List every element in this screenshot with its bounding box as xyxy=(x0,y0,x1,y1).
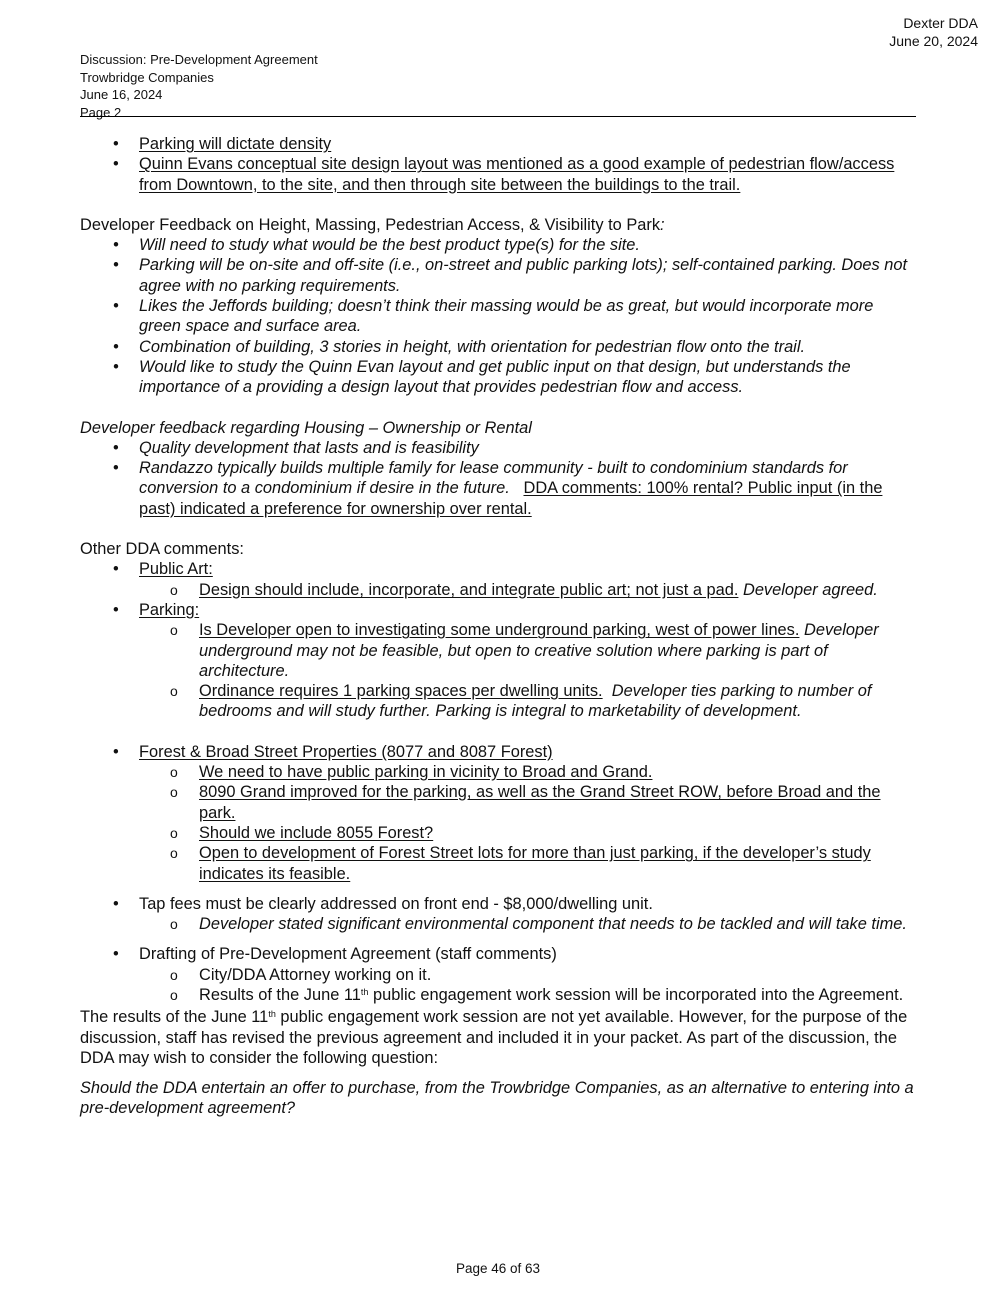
spacer xyxy=(80,398,916,418)
sub-text-underline: Ordinance requires 1 parking spaces per dwelling units. xyxy=(199,682,603,701)
list-item xyxy=(80,255,916,296)
list-item-tap-fees xyxy=(80,894,916,935)
spacer xyxy=(80,519,916,539)
header-line-1: Discussion: Pre-Development Agreement xyxy=(80,52,318,67)
corner-stamp xyxy=(889,14,978,50)
sub-text: public engagement work session will be incorporated into the Agreement. xyxy=(368,985,904,1004)
spacer xyxy=(80,934,916,944)
list-item xyxy=(80,357,916,398)
para-text: public engagement work session are not yet available. However, for the purpose of the discussion, staff has revised the previous agreement and included it in your packet. As part of the discussion, the DDA may wish to consider the following question: xyxy=(80,1008,908,1067)
sub-list-item xyxy=(139,681,916,722)
sub-text-underline: 8090 Grand improved for the parking, as well as the Grand Street ROW, before Broad and the park. xyxy=(199,783,881,822)
list-item-public-art xyxy=(80,559,916,600)
bullet-text: Combination of building, 3 stories in height, with orientation for pedestrian flow onto the trail. xyxy=(139,337,806,356)
sub-list xyxy=(139,965,916,1006)
list-item-drafting xyxy=(80,944,916,1005)
sub-list-item xyxy=(139,965,916,985)
top-bullet-list xyxy=(80,134,916,195)
sub-list-item xyxy=(139,914,916,934)
header-rule xyxy=(80,116,916,117)
bullet-text: Parking will dictate density xyxy=(139,135,332,153)
bullet-text: Likes the Jeffords building; doesn’t think their massing would be as great, but would incorporate more green space and surface area. xyxy=(139,297,874,336)
spacer xyxy=(80,722,916,742)
bullet-text: Parking will be on-site and off-site (i.e., on-street and public parking lots); self-contained parking. Does not agree with no parking requirements. xyxy=(139,256,908,295)
sub-text-italic: Developer stated significant environmental component that needs to be tackled and will take time. xyxy=(199,915,907,934)
sub-text-underline: Open to development of Forest Street lots for more than just parking, if the developer’s study indicates its feasible. xyxy=(199,844,871,883)
list-item-forest xyxy=(80,742,916,884)
sub-list xyxy=(139,762,916,884)
closing-question: Should the DDA entertain an offer to purchase, from the Trowbridge Companies, as an alternative to entering into a pre-development agreement? xyxy=(80,1079,914,1118)
sub-list-item xyxy=(139,762,916,782)
document-body xyxy=(80,134,916,1119)
other-section-heading: Other DDA comments: xyxy=(80,540,244,559)
sub-list-item xyxy=(139,843,916,884)
other-comments-list-continued xyxy=(80,742,916,884)
bullet-label: Forest & Broad Street Properties (8077 and 8087 Forest) xyxy=(139,742,553,761)
list-item xyxy=(80,134,916,154)
sub-text-italic: Developer underground may not be feasible, but open to creative solution where parking is part of architecture. xyxy=(199,621,879,680)
sub-text: Results of the June 11 xyxy=(199,985,361,1004)
list-item xyxy=(80,337,916,357)
housing-section-heading: Developer feedback regarding Housing – Ownership or Rental xyxy=(80,418,532,437)
sub-list-item xyxy=(139,620,916,681)
list-item-parking xyxy=(80,600,916,722)
bullet-text-italic: Randazzo typically builds multiple family for lease community - built to condominium standards for conversion to a condominium if desire in the future. xyxy=(139,459,848,498)
list-item xyxy=(80,438,916,458)
ordinal-suffix: th xyxy=(268,1009,276,1020)
list-item xyxy=(80,296,916,337)
sub-text-italic: Developer ties parking to number of bedrooms and will study further. Parking is integral to marketability of development. xyxy=(199,682,872,721)
para-text: The results of the June 11 xyxy=(80,1008,269,1027)
sub-text: City/DDA Attorney working on it. xyxy=(199,965,432,984)
bullet-text: Will need to study what would be the best product type(s) for the site. xyxy=(139,236,640,255)
drafting-list xyxy=(80,944,916,1005)
sub-list-item xyxy=(139,823,916,843)
header-line-2: Trowbridge Companies xyxy=(80,69,214,85)
bullet-text: Quinn Evans conceptual site design layout was mentioned as a good example of pedestrian flow/access from Downtown, to the site, and then through site between the buildings to the trail. xyxy=(139,155,895,194)
height-section-heading xyxy=(80,215,916,235)
sub-list-item xyxy=(139,580,916,600)
list-item xyxy=(80,235,916,255)
list-item xyxy=(80,458,916,519)
bullet-label: Public Art: xyxy=(139,560,213,579)
heading-colon: : xyxy=(660,215,665,234)
header-line-4: Page 2 xyxy=(80,104,122,120)
sub-list-item xyxy=(139,985,916,1005)
bullet-label: Tap fees must be clearly addressed on front end - $8,000/dwelling unit. xyxy=(139,894,653,913)
heading-text: Developer Feedback on Height, Massing, Pedestrian Access, & Visibility to Park xyxy=(80,215,661,234)
ordinal-suffix: th xyxy=(360,986,369,997)
sub-text-underline: Design should include, incorporate, and integrate public art; not just a pad. xyxy=(199,580,739,599)
sub-list xyxy=(139,620,916,721)
sub-text-underline: Should we include 8055 Forest? xyxy=(199,823,434,842)
other-comments-list xyxy=(80,559,916,721)
sub-list xyxy=(139,580,916,600)
corner-org: Dexter DDA xyxy=(903,15,978,31)
bullet-text: Would like to study the Quinn Evan layout and get public input on that design, but understands the importance of a providing a design layout that provides pedestrian flow and access. xyxy=(139,357,851,397)
housing-feedback-list xyxy=(80,438,916,519)
spacer xyxy=(80,195,916,215)
sub-list-item xyxy=(139,782,916,823)
list-item xyxy=(80,154,916,195)
page-header xyxy=(80,51,318,121)
corner-date: June 20, 2024 xyxy=(889,33,978,49)
header-line-3: June 16, 2024 xyxy=(80,87,163,102)
height-feedback-list xyxy=(80,235,916,397)
closing-paragraph xyxy=(80,1007,916,1068)
bullet-text: Quality development that lasts and is feasibility xyxy=(139,438,479,457)
page-footer: Page 46 of 63 xyxy=(455,1261,541,1276)
bullet-label: Drafting of Pre-Development Agreement (staff comments) xyxy=(139,945,557,964)
dda-comment-text: DDA comments: 100% rental? Public input (in the past) indicated a preference for ownership over rental. xyxy=(139,479,883,518)
sub-text-underline: We need to have public parking in vicinity to Broad and Grand. xyxy=(199,763,653,782)
sub-text-italic: Developer agreed. xyxy=(742,580,878,599)
spacer xyxy=(80,884,916,894)
sub-list xyxy=(139,914,916,934)
sub-text-underline: Is Developer open to investigating some underground parking, west of power lines. xyxy=(199,621,800,640)
tap-fees-list xyxy=(80,894,916,935)
bullet-label: Parking: xyxy=(139,600,200,619)
